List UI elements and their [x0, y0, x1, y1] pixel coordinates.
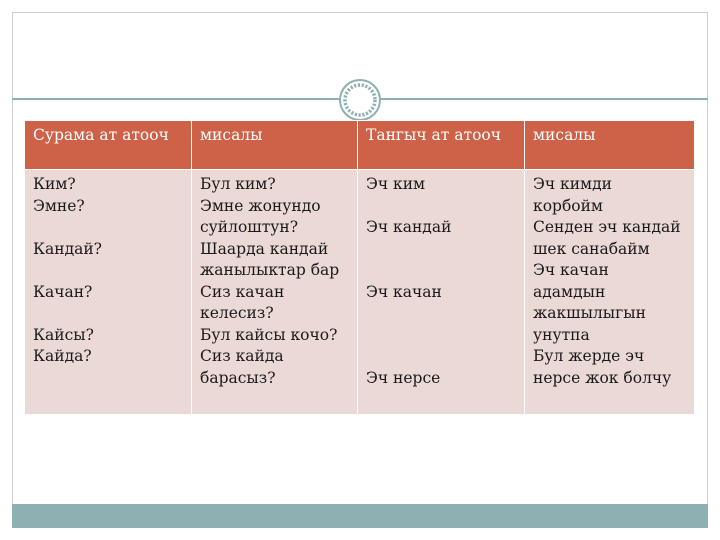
list-item: Эч кандай — [366, 218, 452, 236]
pronoun-table — [24, 120, 695, 415]
list-item: Ким? — [33, 175, 76, 193]
header-interrogative: Сурама ат атооч — [25, 121, 192, 170]
list-item: Эч кимди — [533, 175, 612, 193]
list-item: Сиз кайда — [200, 347, 284, 365]
list-item: Бул жерде эч — [533, 347, 645, 365]
list-item: Кайда? — [33, 347, 92, 365]
header-examples-1: мисалы — [192, 121, 358, 170]
list-item: унутпа — [533, 325, 590, 344]
list-item: адамдын — [533, 282, 606, 301]
header-examples-2: мисалы — [525, 121, 695, 170]
list-item: Шаарда кандай — [200, 239, 329, 258]
table-header-row — [25, 121, 695, 170]
bottom-bar — [12, 504, 708, 528]
table-row — [25, 170, 695, 415]
list-item: Эмне жонундо — [200, 196, 321, 215]
list-item: барасыз? — [200, 368, 276, 387]
list-item: шек санабайм — [533, 239, 650, 258]
list-item: Бул кайсы кочо? — [200, 325, 338, 344]
list-item: корбойм — [533, 196, 603, 215]
cell-examples-2 — [525, 170, 695, 415]
list-item: жанылыктар бар — [200, 261, 340, 279]
list-item: Бул ким? — [200, 175, 276, 193]
list-item: Сенден эч кандай — [533, 218, 681, 236]
cell-examples-1 — [192, 170, 358, 415]
header-negative: Тангыч ат атооч — [358, 121, 525, 170]
list-item: жакшылыгын — [533, 304, 646, 322]
cell-interrogative-list — [25, 170, 192, 415]
list-item: Качан? — [33, 282, 93, 301]
list-item: Сиз качан — [200, 282, 285, 301]
list-item: Эч качан — [366, 282, 442, 301]
list-item: Эмне? — [33, 196, 85, 215]
list-item: Кандай? — [33, 239, 102, 258]
list-item: нерсе жок болчу — [533, 368, 672, 387]
cell-negative-list — [358, 170, 525, 415]
list-item: Эч ким — [366, 175, 426, 193]
list-item: Эч качан — [533, 261, 609, 279]
list-item: Кайсы? — [33, 325, 94, 344]
list-item: суйлоштун? — [200, 218, 299, 236]
list-item: Эч нерсе — [366, 368, 441, 387]
list-item: келесиз? — [200, 304, 274, 322]
circle-ornament-icon — [338, 78, 382, 122]
